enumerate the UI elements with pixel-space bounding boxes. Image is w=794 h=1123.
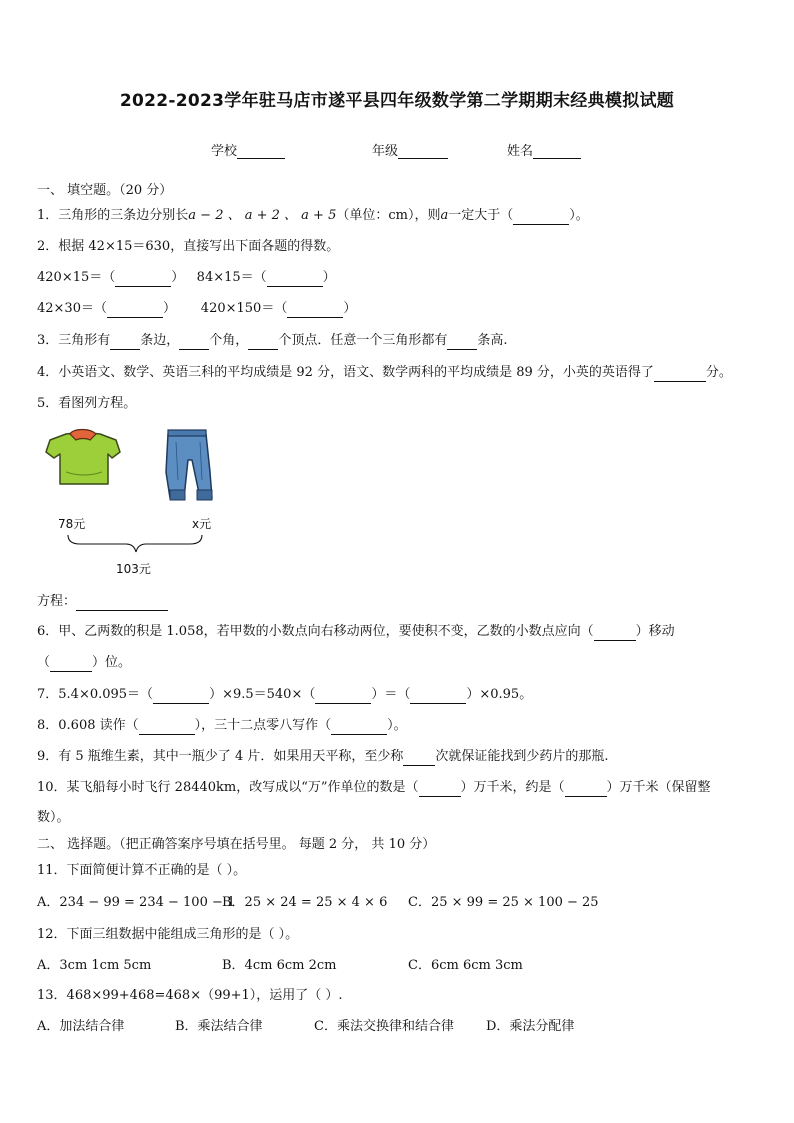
question-2: 2．根据 42×15＝630，直接写出下面各题的得数。 — [37, 239, 340, 254]
q3-blank-1[interactable] — [110, 335, 140, 350]
school-field[interactable] — [211, 140, 285, 159]
q1-expression: a − 2 、 a + 2 、 a + 5 — [188, 208, 337, 223]
q4-text-2: 分。 — [705, 365, 732, 380]
q2a-blank-1[interactable] — [115, 272, 171, 287]
q5-equation — [37, 593, 168, 611]
question-10-line-2: 数）。 — [37, 810, 70, 825]
q3-text-5: 条高. — [477, 333, 508, 348]
q13-option-a[interactable]: A．加法结合律 — [37, 1019, 125, 1034]
question-8 — [37, 717, 407, 735]
q11-option-b[interactable]: B．25 × 24 = 25 × 4 × 6 — [222, 895, 388, 910]
q6-blank-1[interactable] — [594, 626, 636, 641]
q3-text-4: 个顶点．任意一个三角形都有 — [278, 333, 448, 348]
name-label: 姓名 — [507, 144, 534, 159]
question-10-line-1 — [37, 779, 711, 797]
q8-blank-1[interactable] — [139, 720, 195, 735]
q5-brace — [68, 535, 202, 552]
q8-text-3: ）。 — [387, 718, 407, 733]
question-13: 13．468×99+468=468×（99+1），运用了（ ）. — [37, 988, 343, 1003]
q10-blank-2[interactable] — [565, 782, 607, 797]
q1-text-c: 一定大于（ — [448, 208, 514, 223]
question-7 — [37, 686, 532, 704]
q2a-close-2: ） — [322, 270, 336, 285]
q7-text-1: 7．5.4×0.095＝（ — [37, 687, 154, 702]
q12-option-b[interactable]: B．4cm 6cm 2cm — [222, 958, 337, 973]
page-title: 2022-2023学年驻马店市遂平县四年级数学第二学期期末经典模拟试题 — [119, 91, 675, 111]
q10-text-1: 10．某飞船每小时飞行 28440km，改写成以“万”作单位的数是（ — [37, 780, 419, 795]
q10-text-3: ）万千米（保留整 — [606, 780, 711, 795]
q7-blank-3[interactable] — [410, 689, 466, 704]
q11-option-a[interactable]: A．234 − 99 = 234 − 100 − 1 — [37, 895, 236, 910]
q12-option-c[interactable]: C．6cm 6cm 3cm — [408, 958, 523, 973]
q12-option-a[interactable]: A．3cm 1cm 5cm — [37, 958, 152, 973]
q6-blank-2[interactable] — [50, 657, 92, 672]
q5-equation-label: 方程： — [37, 594, 77, 609]
q2a-blank-2[interactable] — [267, 272, 323, 287]
q2b-blank-2[interactable] — [287, 303, 343, 318]
q7-text-3: ）＝（ — [371, 687, 411, 702]
q2a-expr-2: 84×15＝（ — [196, 270, 267, 285]
q13-option-c[interactable]: C．乘法交换律和结合律 — [314, 1019, 454, 1034]
question-1 — [37, 207, 589, 225]
q3-text-3: 个角， — [209, 333, 249, 348]
q1-text-d: ）。 — [569, 208, 589, 223]
q8-blank-2[interactable] — [331, 720, 387, 735]
q5-left-price: 78元 — [58, 517, 86, 531]
question-4 — [37, 364, 732, 382]
name-blank[interactable] — [533, 144, 581, 159]
q10-blank-1[interactable] — [419, 782, 461, 797]
q5-total: 103元 — [116, 562, 151, 576]
grade-field[interactable] — [372, 140, 448, 159]
q7-blank-1[interactable] — [153, 689, 209, 704]
question-5: 5．看图列方程。 — [37, 396, 137, 411]
q5-figure — [40, 428, 230, 580]
q1-text-b: （单位：cm），则 — [336, 208, 441, 223]
section-2-heading: 二、 选择题。（把正确答案序号填在括号里。 每题 2 分， 共 10 分） — [37, 837, 436, 852]
q6-text-4: ）位。 — [92, 655, 132, 670]
question-3 — [37, 332, 507, 350]
q3-blank-2[interactable] — [179, 335, 209, 350]
q13-option-b[interactable]: B．乘法结合律 — [175, 1019, 263, 1034]
q1-text-a: 1．三角形的三条边分别长 — [37, 208, 189, 223]
q1-var: a — [440, 208, 449, 223]
q6-text-2: ）移动 — [635, 624, 675, 639]
q11-option-c[interactable]: C．25 × 99 = 25 × 100 − 25 — [408, 895, 599, 910]
q2-row-1 — [37, 269, 336, 287]
q3-text-1: 3．三角形有 — [37, 333, 111, 348]
q2b-close-1: ） — [162, 301, 176, 316]
q9-text-2: 次就保证能找到少药片的那瓶. — [435, 749, 609, 764]
q7-text-2: ）×9.5＝540×（ — [209, 687, 316, 702]
q3-blank-4[interactable] — [447, 335, 477, 350]
q9-blank[interactable] — [403, 751, 435, 766]
question-11: 11．下面简便计算不正确的是（ ）。 — [37, 863, 247, 878]
q4-text-1: 4．小英语文、数学、英语三科的平均成绩是 92 分，语文、数学两科的平均成绩是 89 分，小英的英语得了 — [37, 365, 654, 380]
school-label: 学校 — [211, 144, 238, 159]
q2b-expr-2: 420×150＝（ — [200, 301, 288, 316]
q3-text-2: 条边， — [140, 333, 180, 348]
school-blank[interactable] — [237, 144, 285, 159]
q8-text-1: 8．0.608 读作（ — [37, 718, 139, 733]
question-12: 12．下面三组数据中能组成三角形的是（ ）。 — [37, 927, 299, 942]
q4-blank[interactable] — [654, 367, 706, 382]
grade-blank[interactable] — [398, 144, 448, 159]
tshirt-image — [46, 430, 120, 485]
q5-equation-blank[interactable] — [76, 596, 168, 611]
q1-answer-blank[interactable] — [513, 210, 569, 225]
q2b-close-2: ） — [343, 301, 357, 316]
q2a-close-1: ） — [171, 270, 185, 285]
q2-row-2 — [37, 300, 356, 318]
grade-label: 年级 — [372, 144, 399, 159]
q2b-expr-1: 42×30＝（ — [37, 301, 107, 316]
q10-text-2: ）万千米，约是（ — [460, 780, 565, 795]
q13-option-d[interactable]: D．乘法分配律 — [486, 1019, 575, 1034]
question-9 — [37, 748, 608, 766]
question-6-line-2 — [37, 654, 131, 672]
section-1-heading: 一、 填空题。（20 分） — [37, 183, 173, 198]
q6-text-3: （ — [37, 655, 51, 670]
q7-blank-2[interactable] — [315, 689, 371, 704]
q8-text-2: ），三十二点零八写作（ — [194, 718, 332, 733]
jeans-image — [166, 430, 212, 500]
q2a-expr-1: 420×15＝（ — [37, 270, 116, 285]
q3-blank-3[interactable] — [248, 335, 278, 350]
q6-text-1: 6．甲、乙两数的积是 1.058，若甲数的小数点向右移动两位，要使积不变，乙数的小数点应向（ — [37, 624, 594, 639]
q9-text-1: 9．有 5 瓶维生素，其中一瓶少了 4 片．如果用天平称，至少称 — [37, 749, 404, 764]
q2b-blank-1[interactable] — [107, 303, 163, 318]
name-field[interactable] — [507, 140, 581, 159]
q7-text-4: ）×0.95。 — [466, 687, 533, 702]
question-6-line-1 — [37, 623, 675, 641]
q5-right-price: x元 — [192, 517, 212, 531]
